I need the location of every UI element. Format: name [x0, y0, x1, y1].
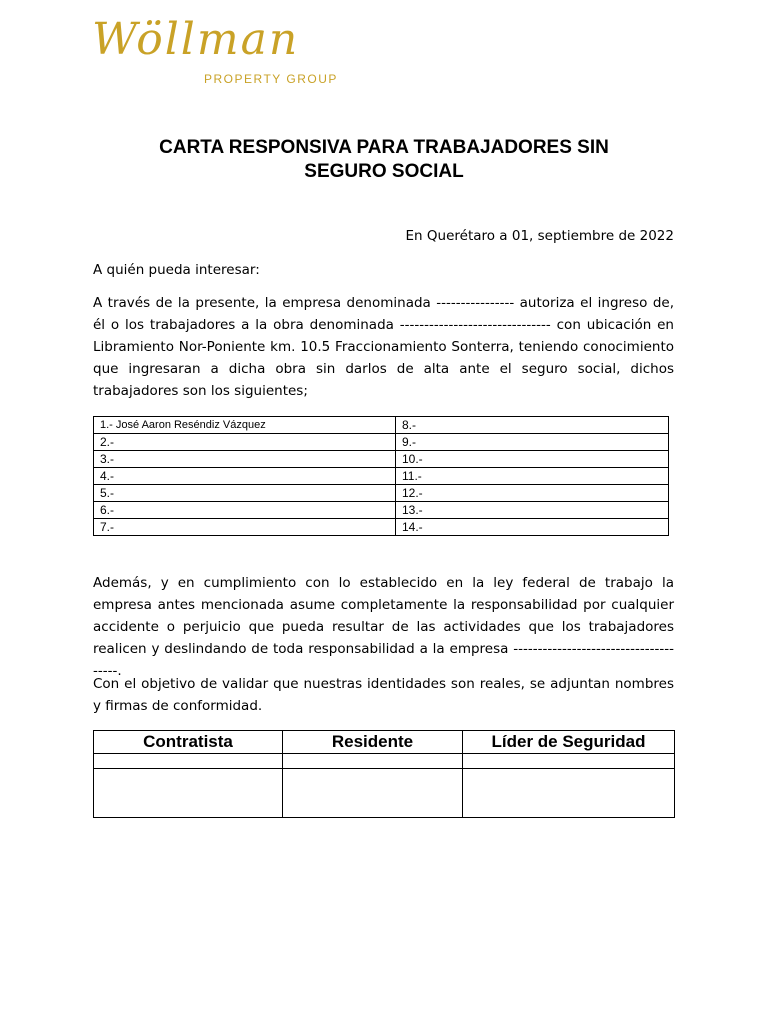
- signature-cell-lider: [463, 769, 675, 818]
- responsibility-paragraph: Además, y en cumplimiento con lo establecido en la ley federal de trabajo la empresa antes mencionada asume completamente la responsabilidad por cualquier accidente o perjuicio que pueda resultar de las actividades que los trabajadores realicen y deslindando de toda responsabilidad a la empresa --------------------------------------.: [93, 575, 674, 679]
- signature-cell-residente: [283, 769, 463, 818]
- header-residente: Residente: [283, 731, 463, 754]
- name-row: [94, 754, 675, 769]
- table-row: [94, 502, 669, 519]
- worker-cell: 5.-: [94, 485, 396, 502]
- worker-cell: 13.-: [396, 502, 669, 519]
- table-row: [94, 468, 669, 485]
- header-contratista: Contratista: [94, 731, 283, 754]
- worker-cell: 14.-: [396, 519, 669, 536]
- signature-table: [93, 730, 675, 818]
- salutation: A quién pueda interesar:: [93, 262, 260, 278]
- intro-paragraph: A través de la presente, la empresa denominada ---------------- autoriza el ingreso de, él o los trabajadores a la obra denominada ------------------------------- con ubicación en Libramiento Nor-Poniente km. 10.5 Fraccionamiento Sonterra, teniendo conocimiento que ingresaran a dicha obra sin darlos de alta ante el seguro social, dichos trabajadores son los siguientes;: [93, 295, 674, 399]
- worker-cell: 9.-: [396, 434, 669, 451]
- signature-row: [94, 769, 675, 818]
- logo-subtitle: PROPERTY GROUP: [204, 72, 338, 86]
- date-line: En Querétaro a 01, septiembre de 2022: [405, 228, 674, 244]
- logo-wordmark: Wöllman: [92, 14, 300, 65]
- workers-table: [93, 416, 669, 536]
- name-cell-lider: [463, 754, 675, 769]
- company-logo: [92, 10, 338, 92]
- table-row: [94, 519, 669, 536]
- worker-cell: 1.- José Aaron Reséndiz Vázquez: [94, 417, 396, 434]
- worker-cell: 11.-: [396, 468, 669, 485]
- worker-cell: 12.-: [396, 485, 669, 502]
- document-title-line2: SEGURO SOCIAL: [304, 161, 464, 182]
- worker-cell: 3.-: [94, 451, 396, 468]
- table-row: [94, 434, 669, 451]
- worker-cell: 4.-: [94, 468, 396, 485]
- validation-paragraph: Con el objetivo de validar que nuestras identidades son reales, se adjuntan nombres y firmas de conformidad.: [93, 676, 674, 714]
- table-header-row: [94, 731, 675, 754]
- table-row: [94, 417, 669, 434]
- table-row: [94, 451, 669, 468]
- name-cell-residente: [283, 754, 463, 769]
- signature-cell-contratista: [94, 769, 283, 818]
- worker-cell: 10.-: [396, 451, 669, 468]
- worker-cell: 7.-: [94, 519, 396, 536]
- worker-cell: 2.-: [94, 434, 396, 451]
- table-row: [94, 485, 669, 502]
- header-lider-seguridad: Líder de Seguridad: [463, 731, 675, 754]
- document-title-line1: CARTA RESPONSIVA PARA TRABAJADORES SIN: [159, 137, 609, 158]
- name-cell-contratista: [94, 754, 283, 769]
- worker-cell: 6.-: [94, 502, 396, 519]
- worker-cell: 8.-: [396, 417, 669, 434]
